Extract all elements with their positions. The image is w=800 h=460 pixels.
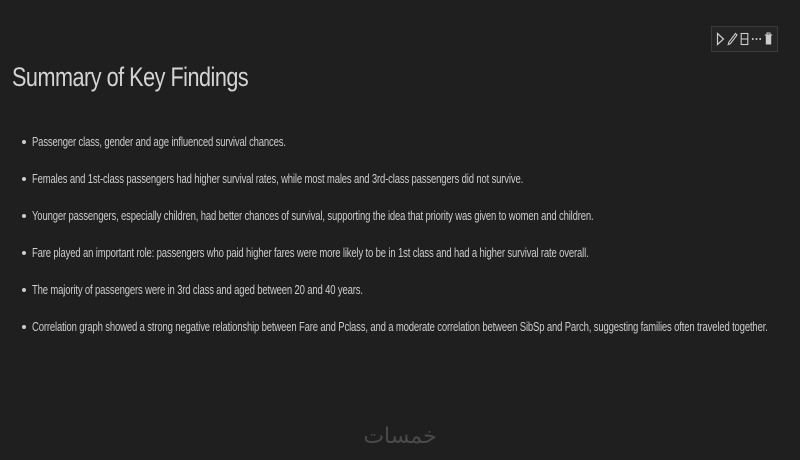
bullet-dot: [22, 288, 26, 292]
cell-heading: Summary of Key Findings: [12, 62, 249, 92]
list-item-text: Passenger class, gender and age influenced survival chances.: [32, 135, 286, 149]
watermark-logo: خمسات: [363, 424, 437, 449]
split-cell-icon: [740, 32, 749, 46]
edit-button[interactable]: [727, 31, 739, 47]
list-item-text: Females and 1st-class passengers had higher survival rates, while most males and 3rd-class passengers did not survive.: [32, 172, 524, 186]
cell-toolbar: [711, 26, 778, 52]
split-cell-button[interactable]: [739, 31, 751, 47]
list-item-text: Correlation graph showed a strong negative relationship between Fare and Pclass, and a moderate correlation between SibSp and Parch, suggesting families often traveled together.: [32, 320, 768, 334]
bullet-dot: [22, 177, 26, 181]
delete-cell-button[interactable]: [762, 31, 774, 47]
list-item-text: The majority of passengers were in 3rd class and aged between 20 and 40 years.: [32, 283, 363, 297]
more-actions-button[interactable]: [750, 31, 762, 47]
bullet-dot: [22, 140, 26, 144]
bullet-dot: [22, 214, 26, 218]
pencil-icon: [727, 32, 738, 46]
run-button[interactable]: [715, 31, 727, 47]
play-icon: [716, 32, 725, 46]
more-icon: [751, 32, 762, 46]
list-item-text: Younger passengers, especially children, had better chances of survival, supporting the idea that priority was given to women and children.: [32, 209, 594, 223]
list-item-text: Fare played an important role: passengers who paid higher fares were more likely to be in 1st class and had a higher survival rate overall.: [32, 246, 589, 260]
trash-icon: [764, 32, 773, 46]
bullet-dot: [22, 251, 26, 255]
bullet-dot: [22, 325, 26, 329]
